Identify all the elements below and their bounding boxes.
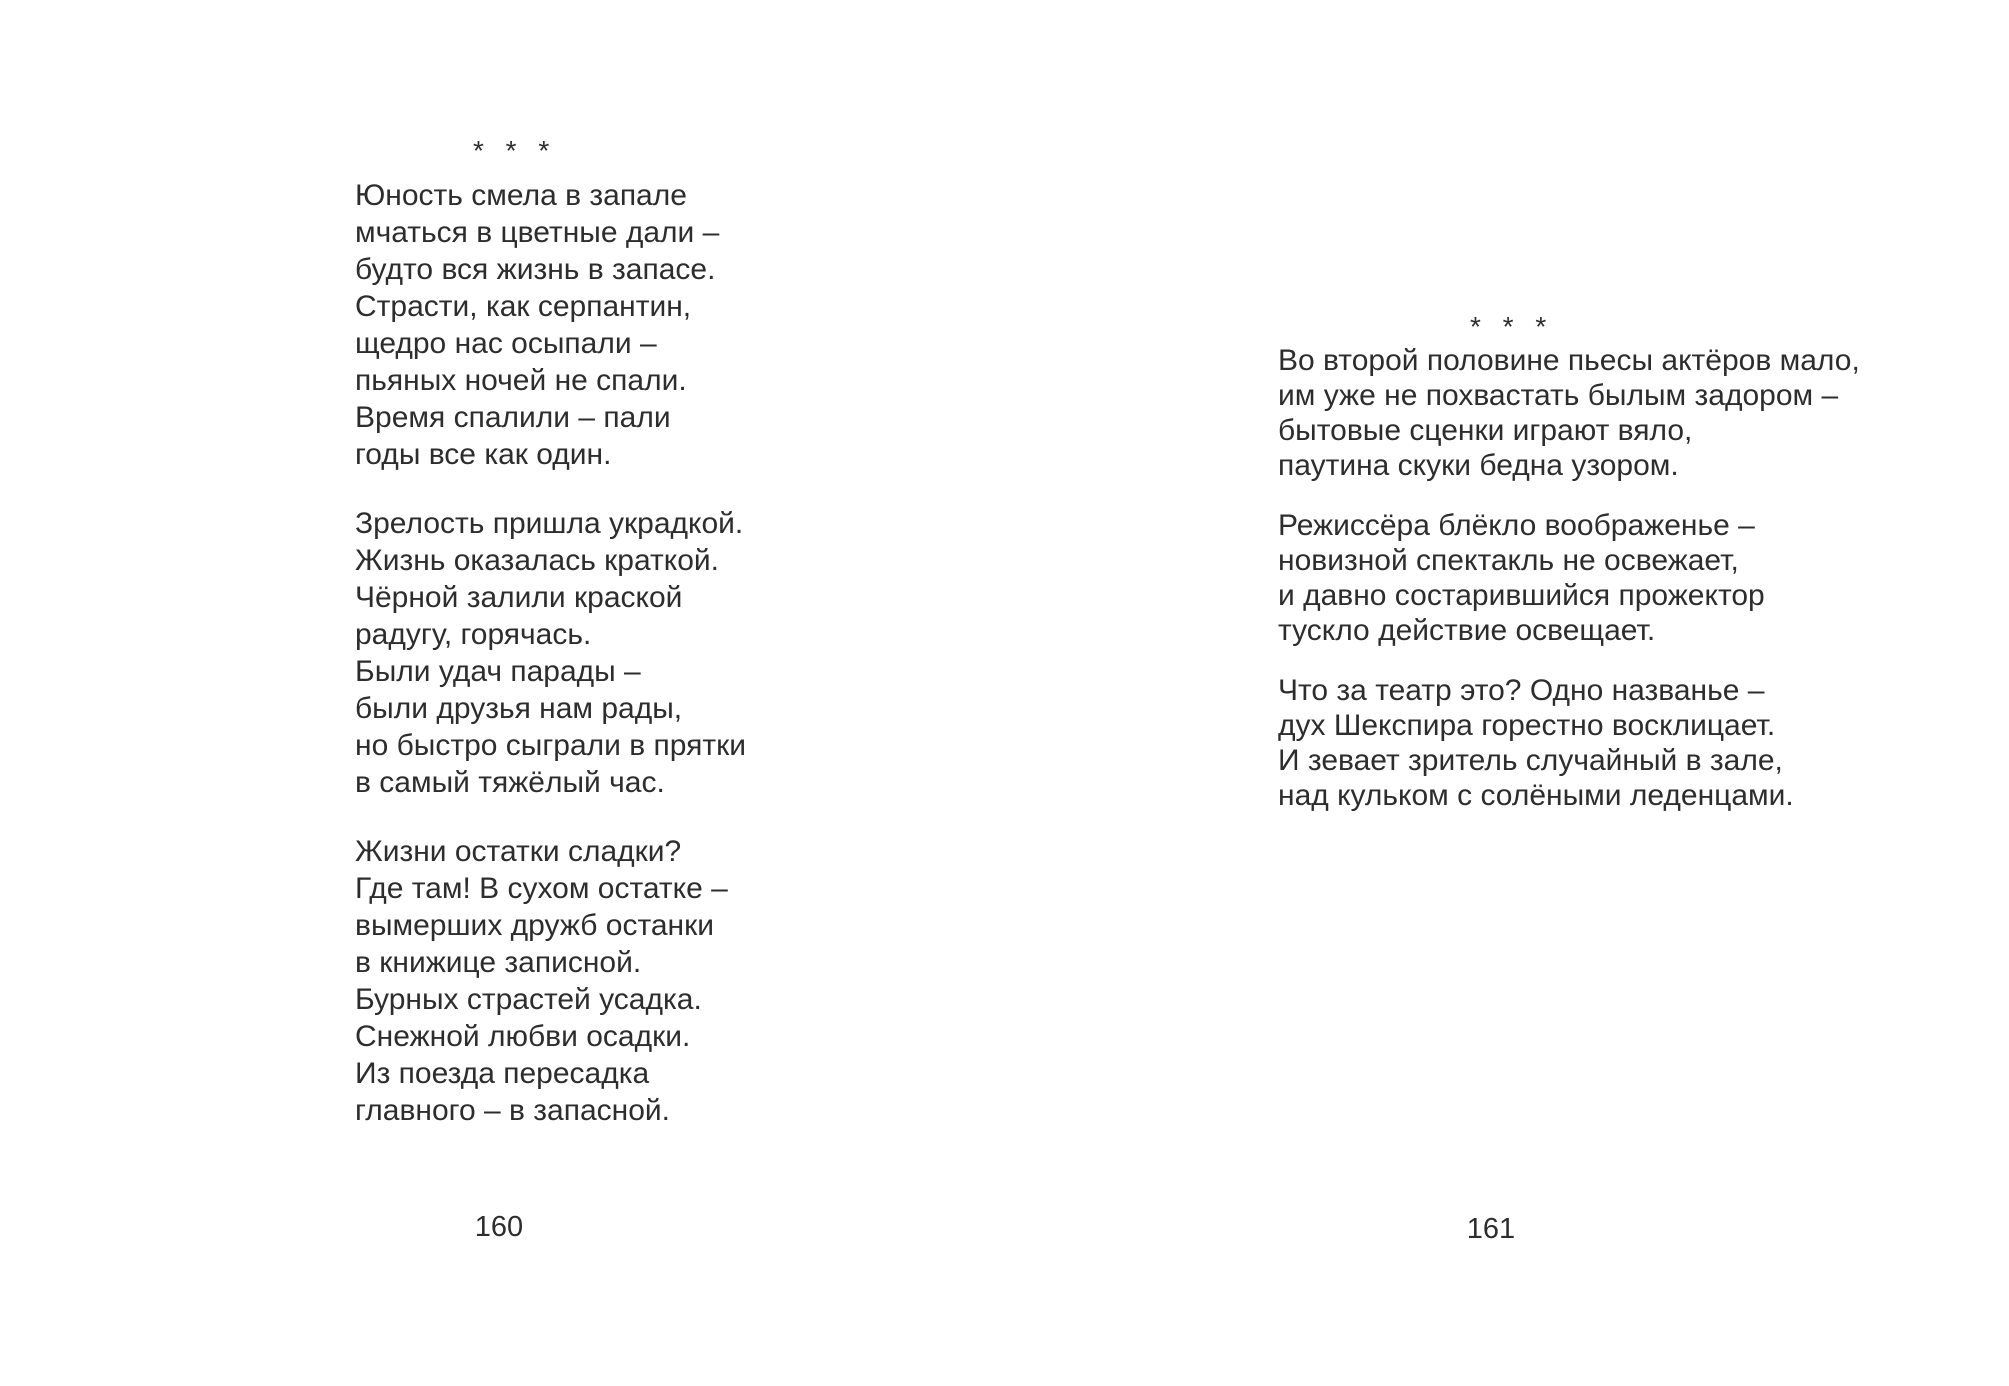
poem-line: бытовые сценки играют вяло, xyxy=(1278,414,1693,447)
right-page-poem xyxy=(1278,310,1860,813)
stanza xyxy=(1278,343,1860,483)
poem-line: Где там! В сухом остатке – xyxy=(355,872,728,905)
left-poem-stanzas xyxy=(355,177,746,1129)
poem-line: Что за театр это? Одно названье – xyxy=(1278,674,1765,707)
right-poem-stanzas xyxy=(1278,343,1860,813)
poem-line: паутина скуки бедна узором. xyxy=(1278,449,1679,482)
poem-line: в книжице записной. xyxy=(355,946,642,979)
stanza xyxy=(1278,673,1860,813)
poem-line: Чёрной залили краской xyxy=(355,581,683,614)
stanza xyxy=(1278,508,1860,648)
poem-line: Режиссёра блёкло воображенье – xyxy=(1278,509,1755,542)
poem-line: Зрелость пришла украдкой. xyxy=(355,507,744,540)
poem-line: Юность смела в запале xyxy=(355,179,687,212)
poem-line: Время спалили – пали xyxy=(355,401,671,434)
poem-line: пьяных ночей не спали. xyxy=(355,364,687,397)
page-number-right: 161 xyxy=(1466,1213,1516,1245)
poem-line: Страсти, как серпантин, xyxy=(355,290,692,323)
poem-line: новизной спектакль не освежает, xyxy=(1278,544,1739,577)
page-number-left: 160 xyxy=(474,1211,524,1243)
poem-line: в самый тяжёлый час. xyxy=(355,766,665,799)
section-ornament-asterisks: * * * xyxy=(473,135,557,166)
section-ornament-asterisks: * * * xyxy=(1470,311,1554,342)
stanza xyxy=(355,833,746,1129)
poem-line: И зевает зритель случайный в зале, xyxy=(1278,744,1783,777)
poem-line: будто вся жизнь в запасе. xyxy=(355,253,716,286)
poem-line: им уже не похвастать былым задором – xyxy=(1278,379,1839,412)
stanza xyxy=(355,177,746,473)
poem-line: дух Шекспира горестно восклицает. xyxy=(1278,709,1776,742)
stanza xyxy=(355,505,746,801)
poem-line: были друзья нам рады, xyxy=(355,692,683,725)
poem-line: главного – в запасной. xyxy=(355,1094,670,1127)
poem-line: Были удач парады – xyxy=(355,655,641,688)
poem-line: Из поезда пересадка xyxy=(355,1057,650,1090)
poem-line: Бурных страстей усадка. xyxy=(355,983,702,1016)
poem-line: Жизнь оказалась краткой. xyxy=(355,544,719,577)
poem-line: годы все как один. xyxy=(355,438,612,471)
poem-line: Снежной любви осадки. xyxy=(355,1020,691,1053)
poem-line: но быстро сыграли в прятки xyxy=(355,729,746,762)
poem-line: щедро нас осыпали – xyxy=(355,327,657,360)
left-page-poem xyxy=(355,134,746,1129)
poem-line: над кульком с солёными леденцами. xyxy=(1278,779,1794,812)
poem-line: Во второй половине пьесы актёров мало, xyxy=(1278,344,1860,377)
poem-line: тускло действие освещает. xyxy=(1278,614,1656,647)
poem-line: и давно состарившийся прожектор xyxy=(1278,579,1765,612)
poem-line: радугу, горячась. xyxy=(355,618,592,651)
poem-line: мчаться в цветные дали – xyxy=(355,216,720,249)
poem-line: вымерших дружб останки xyxy=(355,909,714,942)
poem-line: Жизни остатки сладки? xyxy=(355,835,682,868)
